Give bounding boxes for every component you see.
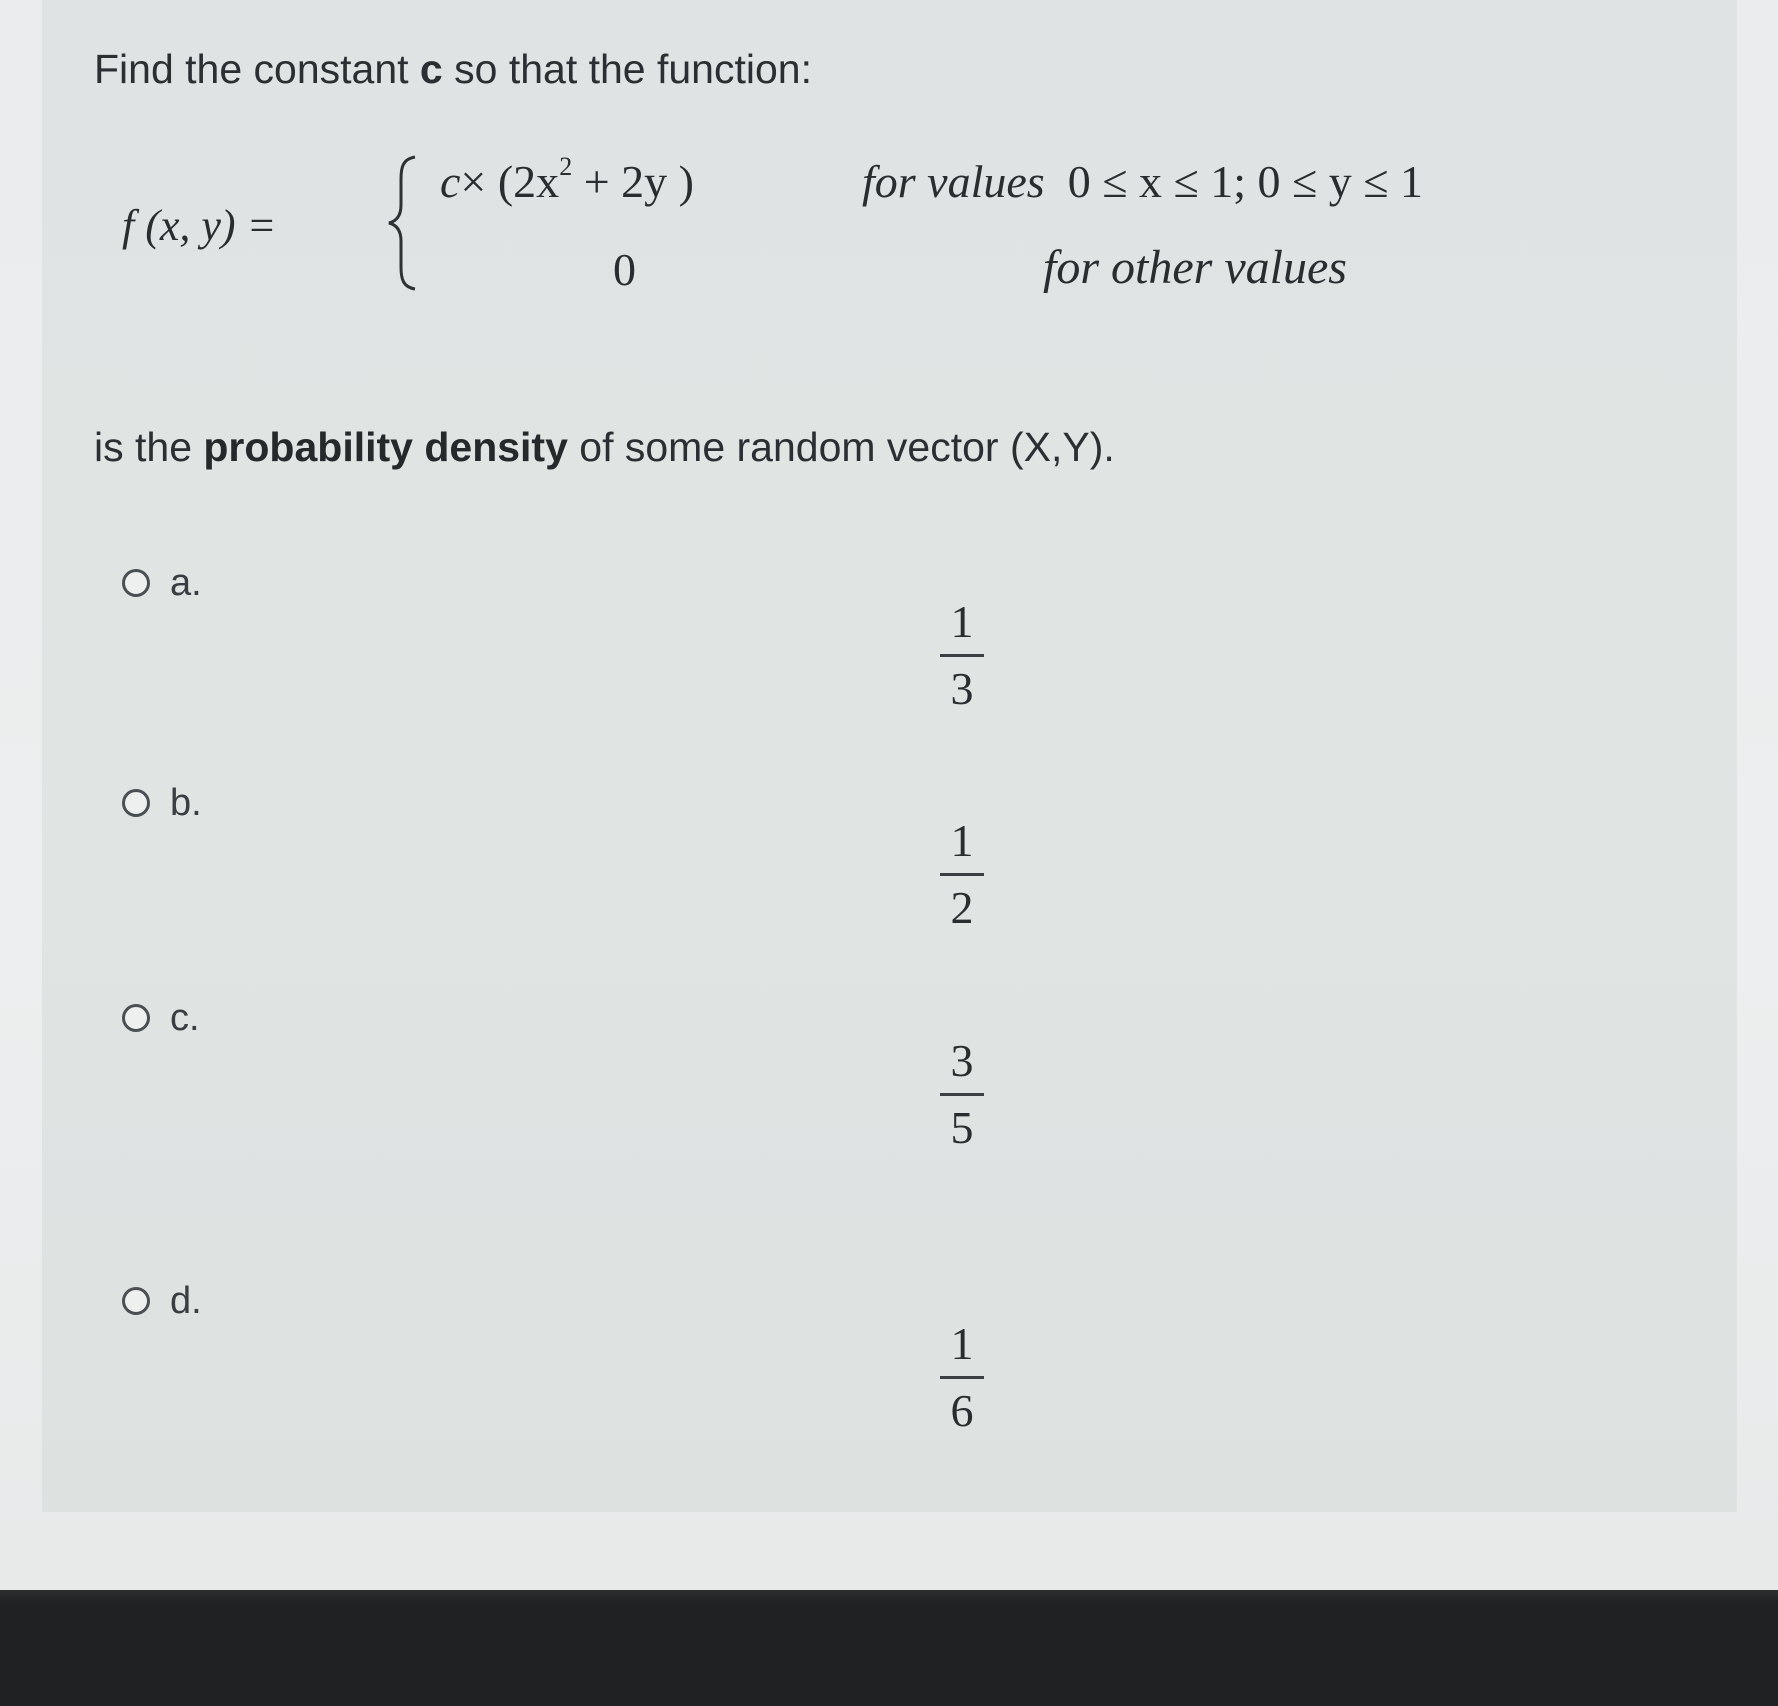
option-d-fraction (932, 1318, 992, 1437)
option-d-numerator: 1 (950, 1318, 974, 1369)
option-a-fraction (932, 596, 992, 715)
question-prompt (94, 46, 812, 93)
option-b-fraction (932, 815, 992, 934)
case1-constant: c (440, 156, 461, 207)
option-c-letter: c. (170, 996, 200, 1039)
option-a-letter: a. (170, 561, 202, 604)
case2-value: 0 (613, 244, 636, 295)
option-c-denominator: 5 (950, 1102, 974, 1153)
option-b-letter: b. (170, 781, 202, 824)
fraction-bar (940, 1093, 984, 1096)
option-b-numerator: 1 (950, 815, 974, 866)
prompt-text-end: so that the function: (442, 46, 812, 92)
question-description (94, 424, 1115, 471)
option-a-numerator: 1 (950, 596, 974, 647)
description-bold: probability density (203, 424, 568, 470)
case1-expression-tail: + 2y ) (572, 156, 694, 207)
radio-button-c[interactable] (122, 1004, 150, 1032)
radio-button-a[interactable] (122, 569, 150, 597)
case1-expression-body: × (2x (460, 156, 560, 207)
option-b-denominator: 2 (950, 882, 974, 933)
option-c[interactable] (122, 993, 200, 1043)
prompt-text-start: Find the constant (94, 46, 420, 92)
fraction-bar (940, 654, 984, 657)
option-a[interactable] (122, 558, 202, 608)
option-d-letter: d. (170, 1279, 202, 1322)
option-c-fraction (932, 1035, 992, 1154)
bezel-edge (0, 1590, 1778, 1604)
case2-condition: for other values (1043, 241, 1347, 294)
case1-condition-words: for values (862, 156, 1045, 207)
case1-condition-math: 0 ≤ x ≤ 1; 0 ≤ y ≤ 1 (1067, 156, 1423, 207)
description-end: of some random vector (X,Y). (567, 424, 1115, 470)
radio-button-d[interactable] (122, 1287, 150, 1315)
fraction-bar (940, 873, 984, 876)
option-d[interactable] (122, 1276, 202, 1326)
description-start: is the (94, 424, 204, 470)
screen-bottom-bezel (0, 1590, 1778, 1706)
radio-button-b[interactable] (122, 789, 150, 817)
piecewise-brace (385, 153, 421, 293)
option-d-denominator: 6 (950, 1385, 974, 1436)
fraction-bar (940, 1376, 984, 1379)
case1-condition (862, 155, 1423, 208)
option-b[interactable] (122, 778, 202, 828)
option-c-numerator: 3 (950, 1035, 974, 1086)
question-panel (42, 0, 1737, 1512)
function-label: f (x, y) = (122, 201, 277, 250)
prompt-constant: c (419, 46, 443, 92)
case1-exponent: 2 (559, 151, 573, 181)
case1-expression (440, 151, 694, 208)
option-a-denominator: 3 (950, 663, 974, 714)
